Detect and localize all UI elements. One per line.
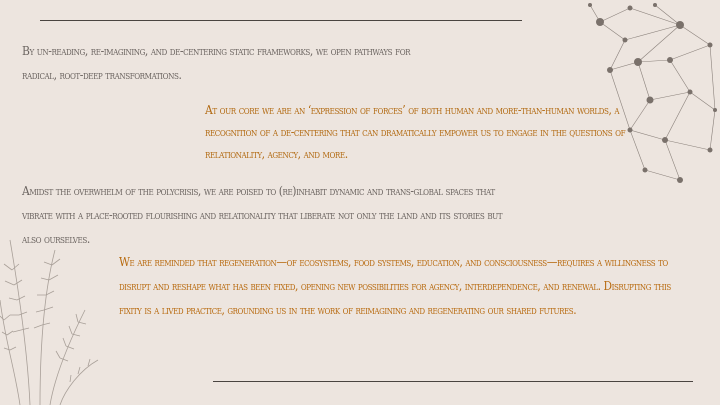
bottom-divider	[213, 381, 693, 382]
polycrisis-paragraph: Amidst the overwhelm of the polycrisis, we are poised to (re)inhabit dynamic and trans-global spaces that vibrate with a place-rooted flourishing and relationality that liberate not only the land and its stories but also ourselves.	[22, 184, 503, 246]
intro-paragraph: By un-reading, re-imagining, and de-centering static frameworks, we open pathways for radical, root-deep transformations.	[22, 44, 411, 82]
top-divider	[40, 20, 522, 21]
regeneration-paragraph: We are reminded that regeneration—of ecosystems, food systems, education, and consciousness—requires a willingness to disrupt and reshape what has been fixed, opening new possibilities for agency, interdependence, and renewal. Disrupting this fixity is a lived practice, grounding us in the work of reimagining and regenerating our shared futures.	[119, 255, 671, 317]
core-paragraph: At our core we are an ‘expression of forces’ of both human and more-than-human worlds, a recognition of a de-centering that can dramatically empower us to engage in the questions of relationality, agency, and more.	[205, 103, 626, 161]
grass-plant-illustration	[0, 230, 100, 405]
